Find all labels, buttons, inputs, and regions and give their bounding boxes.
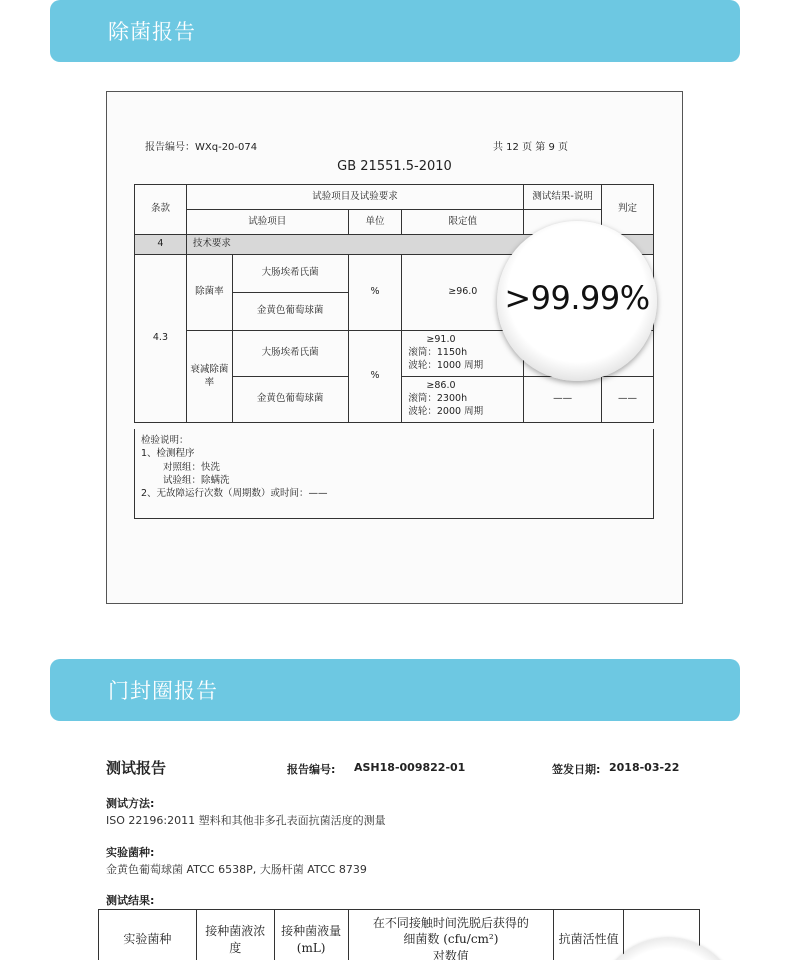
limit-86-value: ≥86.0 <box>426 380 456 392</box>
header-unit: 单位 <box>348 210 402 235</box>
header-inoculum-vol: 接种菌液量(mL) <box>274 910 348 960</box>
result-dash: —— <box>524 377 602 423</box>
notes-line: 1、检测程序 <box>141 448 195 460</box>
header-count-line: 在不同接触时间洗脱后获得的 <box>372 916 529 931</box>
report-title: 测试报告 <box>106 759 167 777</box>
header-judgement: 判定 <box>602 185 654 235</box>
notes-line: 2、无故障运行次数（周期数）或时间：—— <box>141 488 328 500</box>
strain-saureus: 金黄色葡萄球菌 <box>232 293 348 331</box>
clause-4: 4 <box>135 235 187 255</box>
limit-96: ≥96.0 <box>402 255 524 331</box>
header-result: 测试结果-说明 <box>524 185 602 210</box>
header-strain: 实验菌种 <box>99 910 197 960</box>
header-count-line: 细菌数 (cfu/cm²) <box>403 932 499 947</box>
limit-91-drum: 滚筒：1150h <box>408 347 468 359</box>
unit-percent: % <box>348 255 402 331</box>
strain-ecoli: 大肠埃希氏菌 <box>232 331 348 377</box>
header-clause: 条款 <box>135 185 187 235</box>
strain-text: 金黄色葡萄球菌 ATCC 6538P, 大肠杆菌 ATCC 8739 <box>106 863 367 876</box>
attenuated-sterilization-rate: 衰减除菌率 <box>186 331 232 423</box>
sterilization-rate: 除菌率 <box>186 255 232 331</box>
test-notes <box>134 429 654 519</box>
header-items-requirements: 试验项目及试验要求 <box>186 185 523 210</box>
header-bacteria-count <box>348 910 554 960</box>
door-seal-test-report <box>0 740 790 960</box>
header-inoculum-conc: 接种菌液浓度 <box>196 910 274 960</box>
header-count-line: 对数值 <box>432 948 469 960</box>
limit-91-pulsator: 波轮：1000 周期 <box>408 359 484 371</box>
judgement-dash: —— <box>602 377 654 423</box>
method-text: ISO 22196:2011 塑料和其他非多孔表面抗菌活度的测量 <box>106 814 386 827</box>
notes-title: 检验说明： <box>141 435 189 446</box>
header-test-item: 试验项目 <box>186 210 348 235</box>
report-number-label: 报告编号: <box>287 763 336 776</box>
tech-requirements: 技术要求 <box>186 235 653 255</box>
header-limit: 限定值 <box>402 210 524 235</box>
clause-4-3: 4.3 <box>135 255 187 423</box>
section-title: 门封圈报告 <box>108 679 218 703</box>
issue-date: 2018-03-22 <box>609 761 680 774</box>
section-banner-door-seal <box>50 659 740 721</box>
result-heading: 测试结果: <box>106 894 155 907</box>
table-row <box>135 185 654 210</box>
strain-heading: 实验菌种: <box>106 846 155 859</box>
report-number: ASH18-009822-01 <box>354 761 466 774</box>
limit-86-drum: 滚筒：2300h <box>408 393 468 405</box>
page-info: 共 12 页 第 9 页 <box>493 142 568 153</box>
method-heading: 测试方法: <box>106 797 155 810</box>
issue-date-label: 签发日期: <box>552 763 601 776</box>
header-activity: 抗菌活性值 <box>554 910 624 960</box>
standard-code: GB 21551.5-2010 <box>337 159 452 174</box>
limit-86 <box>402 377 524 423</box>
strain-ecoli: 大肠埃希氏菌 <box>232 255 348 293</box>
report-number: 报告编号：WXq-20-074 <box>145 142 258 153</box>
notes-line: 试验组：除螨洗 <box>163 474 230 486</box>
magnified-result-value: >99.99% <box>504 279 650 317</box>
section-banner-sterilization <box>50 0 740 62</box>
notes-line: 对照组：快洗 <box>163 461 221 473</box>
table-row <box>99 910 700 960</box>
magnifier-callout <box>497 221 657 381</box>
result-table <box>98 909 700 960</box>
unit-percent: % <box>348 331 402 423</box>
limit-91-value: ≥91.0 <box>426 334 456 346</box>
limit-86-pulsator: 波轮：2000 周期 <box>408 405 484 417</box>
section-title: 除菌报告 <box>108 20 196 44</box>
strain-saureus: 金黄色葡萄球菌 <box>232 377 348 423</box>
